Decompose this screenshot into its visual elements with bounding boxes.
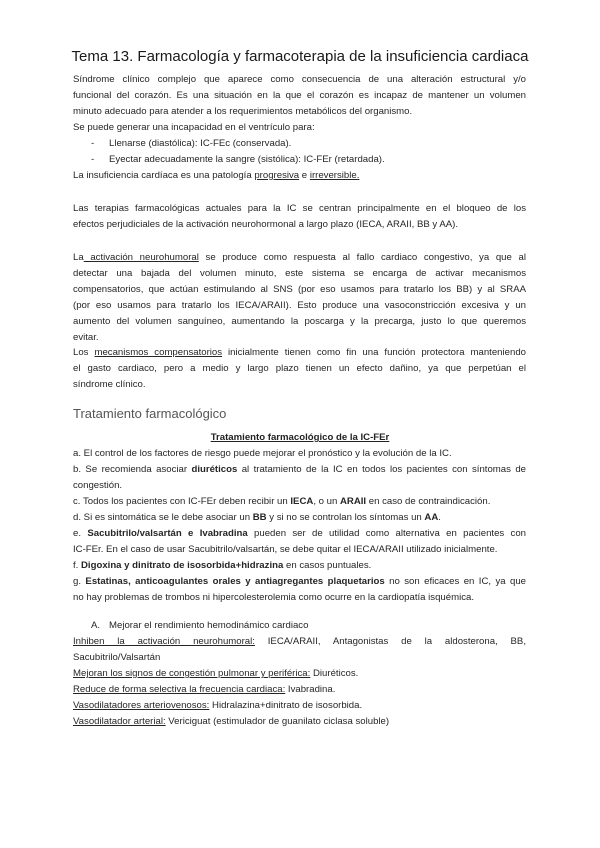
list-item: IC-FEr. En el caso de usar Sacubitrilo/valsartán, se debe quitar el IECA/ARAII utilizado inicialmente. <box>73 544 498 555</box>
text-run: y si no se controlan los síntomas un <box>266 512 425 523</box>
paragraph-line: efectos perjudiciales de la activación neurohormonal a largo plazo (IECA, ARAII, BB y AA). <box>73 219 459 230</box>
bold-text: BB <box>252 512 267 523</box>
paragraph-line: Se puede generar una incapacidad en el ventrículo para: <box>73 122 315 133</box>
list-item: congestión. <box>73 480 123 491</box>
section-a-marker: A. <box>91 620 101 631</box>
paragraph-line: funcional del corazón. Es una situación en la que el corazón es incapaz de mantener un volumen <box>73 90 526 101</box>
list-item <box>73 464 526 476</box>
bullet-mark: - <box>91 138 95 149</box>
underlined-text: mecanismos compensatorios <box>94 347 223 358</box>
bold-text: Estatinas, anticoagulantes orales y antiagregantes plaquetarios <box>85 576 385 587</box>
text-run: se produce como respuesta al fallo cardiaco congestivo, ya que al <box>198 252 526 263</box>
bold-text: Sacubitrilo/valsartán e Ivabradina <box>87 528 248 539</box>
text-run: f. <box>73 560 81 571</box>
text-run: b. Se recomienda asociar <box>73 464 192 475</box>
list-item <box>73 560 371 572</box>
text-run: Hidralazina+dinitrato de isosorbida. <box>209 700 363 711</box>
text-run: . <box>438 512 441 523</box>
section-heading: Tratamiento farmacológico <box>73 406 227 421</box>
text-run: g. <box>73 576 86 587</box>
text-run: e <box>299 170 310 181</box>
paragraph-line <box>73 252 526 264</box>
bold-text: IECA <box>290 496 314 507</box>
text-run: Diuréticos. <box>310 668 359 679</box>
text-run: al tratamiento de la IC en todos los pacientes con síntomas de <box>237 464 527 475</box>
text-run: pueden ser de utilidad como alternativa en pacientes con <box>247 528 527 539</box>
paragraph-line: compensatorios, que actúan estimulando al SNS (por eso usamos para tratarlo los BB) y al SRAA <box>73 284 526 295</box>
underlined-text: Reduce de forma selectiva la frecuencia cardiaca: <box>73 684 286 695</box>
paragraph-line: el gasto cardiaco, pero a medio y largo plazo tienen un efecto dañino, ya que perpetúan el <box>73 363 526 374</box>
text-run: La <box>73 252 84 263</box>
underlined-text: Vasodilatadores arteriovenosos: <box>73 700 210 711</box>
mechanism-item <box>73 684 335 696</box>
list-item: no hay problemas de trombos ni hipercolesterolemia como ocurre en la cardiopatía isquémica. <box>73 592 475 603</box>
text-run: La insuficiencia cardíaca es una patología <box>73 170 255 181</box>
text-run: Ivabradina. <box>285 684 336 695</box>
paragraph-line: (por eso usamos para tratarlo los IECA/ARAII). Esto produce una vasoconstricción excesiva y un <box>73 300 526 311</box>
text-run: en casos puntuales. <box>283 560 372 571</box>
paragraph-line: minuto adecuado para atender a los requerimientos metabólicos del organismo. <box>73 106 413 117</box>
paragraph-line: Las terapias farmacológicas actuales para la IC se centran principalmente en el bloqueo de los <box>73 203 526 214</box>
underlined-text: irreversible. <box>309 170 360 181</box>
paragraph-line: síndrome clínico. <box>73 379 146 390</box>
list-item <box>73 496 490 508</box>
list-item <box>73 528 526 540</box>
list-item: a. El control de los factores de riesgo puede mejorar el pronóstico y la evolución de la IC. <box>73 448 452 459</box>
paragraph-line: evitar. <box>73 332 99 343</box>
mechanism-item: Sacubitrilo/Valsartán <box>73 652 161 663</box>
mechanism-item <box>73 668 358 680</box>
text-run: en caso de contraindicación. <box>366 496 491 507</box>
text-run: Vericiguat (estimulador de guanilato ciclasa soluble) <box>165 716 390 727</box>
text-run: IECA/ARAII, Antagonistas de la aldosterona, BB, <box>254 636 526 647</box>
underlined-text: progresiva <box>254 170 300 181</box>
subheading: Tratamiento farmacológico de la IC-FEr <box>210 432 390 443</box>
bullet-item: Llenarse (diastólica): IC-FEc (conservada). <box>109 138 292 149</box>
bullet-item: Eyectar adecuadamente la sangre (sistólica): IC-FEr (retardada). <box>109 154 385 165</box>
paragraph-line: detectar una bajada del volumen minuto, este sistema se encarga de activar mecanismos <box>73 268 526 279</box>
text-run: e. <box>73 528 88 539</box>
mechanism-item <box>73 700 362 712</box>
bold-text: Digoxina y dinitrato de isosorbida+hidrazina <box>81 560 284 571</box>
text-run: Los <box>73 347 95 358</box>
bullet-mark: - <box>91 154 95 165</box>
underlined-text: Mejoran los signos de congestión pulmonar y periférica: <box>73 668 311 679</box>
list-item <box>73 512 441 524</box>
text-run: inicialmente tienen como fin una función protectora manteniendo <box>222 347 526 358</box>
mechanism-item <box>73 716 389 728</box>
mechanism-item <box>73 636 526 648</box>
text-run: no son eficaces en IC, ya que <box>384 576 527 587</box>
bold-text: AA <box>424 512 439 523</box>
text-run: , o un <box>313 496 340 507</box>
bold-text: ARAII <box>339 496 367 507</box>
text-run: d. Si es sintomática se le debe asociar un <box>73 512 253 523</box>
paragraph-line <box>73 170 359 182</box>
page-title: Tema 13. Farmacología y farmacoterapia de la insuficiencia cardiaca <box>71 48 529 65</box>
underlined-text: Vasodilatador arterial: <box>73 716 166 727</box>
bold-text: diuréticos <box>191 464 238 475</box>
underlined-text: Inhiben la activación neurohumoral: <box>73 636 255 647</box>
list-item <box>73 576 526 588</box>
paragraph-line: Síndrome clínico complejo que aparece como consecuencia de una alteración estructural y/o <box>73 74 526 85</box>
underlined-text: activación neurohumoral <box>83 252 199 263</box>
text-run: c. Todos los pacientes con IC-FEr deben recibir un <box>73 496 291 507</box>
paragraph-line <box>73 347 526 359</box>
section-a-title: Mejorar el rendimiento hemodinámico cardiaco <box>109 620 309 631</box>
paragraph-line: aumento del volumen sanguíneo, aumentando la poscarga y la precarga, justo lo que queremos <box>73 316 526 327</box>
